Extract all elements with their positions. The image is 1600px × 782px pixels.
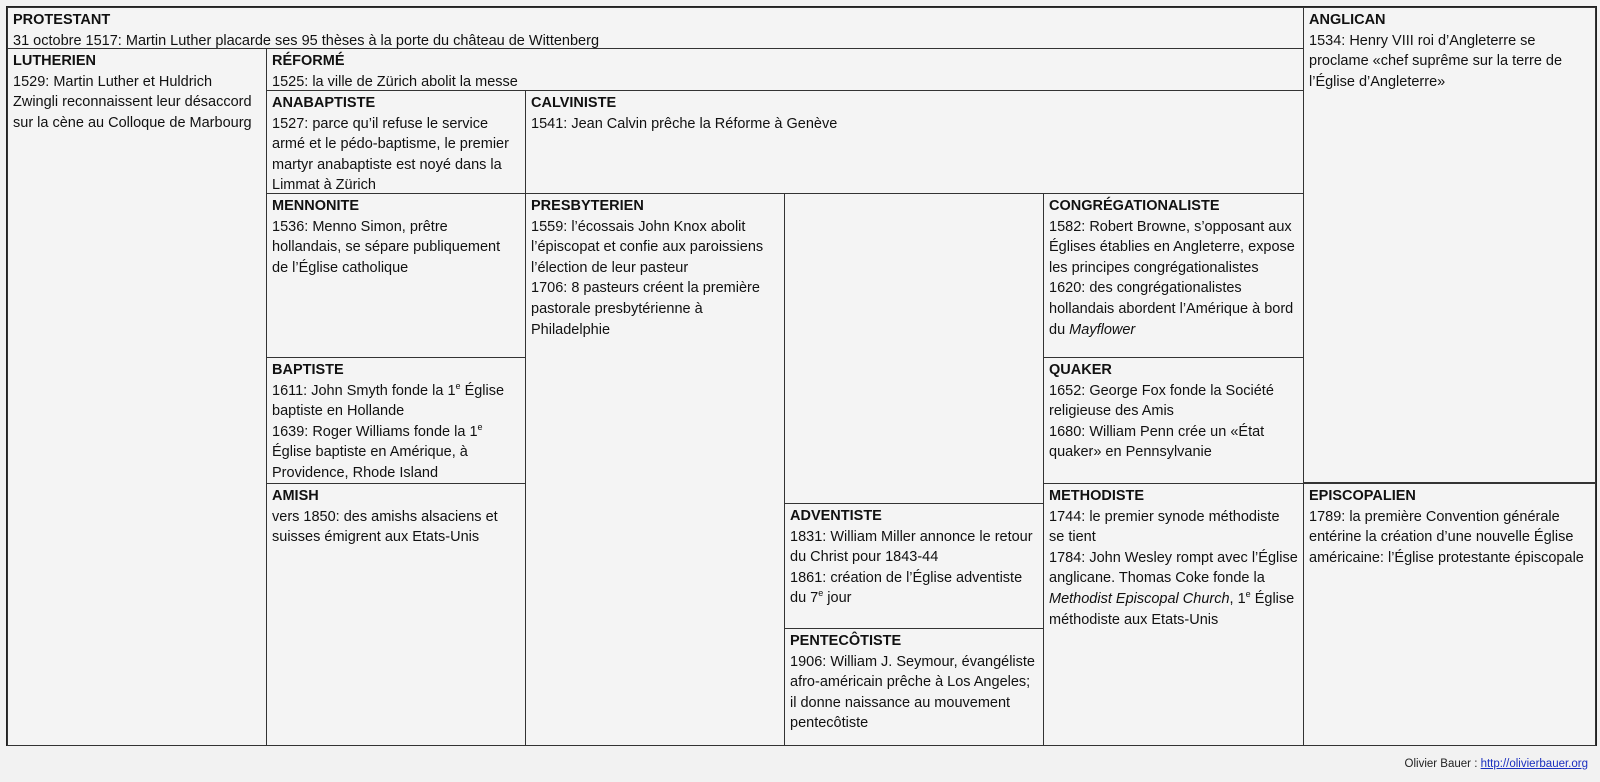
baptiste-text-2b: Église baptiste en Amérique, à Providence, Rhode Island [272,444,468,481]
episcopalien-text: 1789: la première Convention générale entérine la création d’une nouvelle Église américaine: l’Église protestante épiscopale [1309,508,1584,566]
calviniste-title: CALVINISTE [531,95,617,111]
calviniste-text: 1541: Jean Calvin prêche la Réforme à Genève [531,115,838,132]
lutherien-text: 1529: Martin Luther et Huldrich Zwingli reconnaissent leur désaccord sur la cène au Colloque de Marbourg [13,73,252,131]
cell-mennonite [266,193,526,358]
congregationaliste-text-1: 1582: Robert Browne, s’opposant aux Églises établies en Angleterre, expose les principes congrégationalistes [1049,218,1295,276]
baptiste-text-1a: 1611: John Smyth fonde la 1 [272,382,456,399]
pentecotiste-text: 1906: William J. Seymour, évangéliste afro-américain prêche à Los Angeles; il donne naissance au mouvement pentecôtiste [790,653,1035,732]
credit [1405,758,1588,770]
baptiste-text-2 [272,422,520,484]
mayflower-text: Mayflower [1069,321,1136,338]
presbyterien-title: PRESBYTERIEN [531,198,644,214]
methodiste-text-2b: , 1 [1229,590,1246,607]
adventiste-text-1: 1831: William Miller annonce le retour du Christ pour 1843-44 [790,528,1033,566]
anglican-text: 1534: Henry VIII roi d’Angleterre se proclame «chef suprême sur la terre de l’Église d’Angleterre» [1309,32,1563,90]
cell-adventiste [784,503,1044,629]
baptiste-text-1-sup: e [455,380,461,391]
adventiste-text-2a: 1861: création de l’Église adventiste du 7 [790,569,1023,607]
baptiste-title: BAPTISTE [272,362,344,378]
cell-anabaptiste [266,90,526,194]
methodiste-text-2c: Église méthodiste aux Etats-Unis [1049,590,1295,628]
presbyterien-text-1: 1559: l’écossais John Knox abolit l’épiscopat et confie aux paroissiens l’élection de leur pasteur [531,218,764,276]
methodiste-text-2-sup: e [1245,589,1251,600]
cell-baptiste [266,357,526,484]
quaker-title: QUAKER [1049,362,1112,378]
reforme-title: RÉFORMÉ [272,53,345,69]
baptiste-text-1b: Église baptiste en Hollande [272,382,505,420]
cell-presbyterien [525,193,785,746]
protestant-text: 31 octobre 1517: Martin Luther placarde ses 95 thèses à la porte du château de Wittenberg [13,32,600,49]
episcopalien-title: EPISCOPALIEN [1309,488,1416,504]
anglican-title: ANGLICAN [1309,12,1386,28]
denominations-chart [6,6,1597,746]
adventiste-text-2 [790,568,1038,609]
cell-calviniste [525,90,1304,194]
methodist-church-text: Methodist Episcopal Church [1049,590,1230,607]
anabaptiste-title: ANABAPTISTE [272,95,376,111]
cell-lutherien [7,48,267,746]
quaker-text-2: 1680: William Penn crée un «État quaker» en Pennsylvanie [1049,423,1265,461]
cell-methodiste [1043,483,1304,746]
methodiste-title: METHODISTE [1049,488,1145,504]
baptiste-text-1 [272,381,520,422]
presbyterien-text-2: 1706: 8 pasteurs créent la première pastorale presbytérienne à Philadelphie [531,280,760,338]
anabaptiste-text: 1527: parce qu’il refuse le service armé et le pédo-baptisme, le premier martyr anabaptiste est noyé dans la Limmat à Zürich [272,115,509,194]
congregationaliste-title: CONGRÉGATIONALISTE [1049,198,1220,214]
mennonite-title: MENNONITE [272,198,359,214]
reforme-text: 1525: la ville de Zürich abolit la messe [272,73,518,90]
cell-quaker [1043,357,1304,484]
cell-amish [266,483,526,746]
cell-reforme [266,48,1304,91]
protestant-title: PROTESTANT [13,12,111,28]
quaker-text-1: 1652: George Fox fonde la Société religieuse des Amis [1049,382,1274,420]
adventiste-text-2b: jour [823,590,852,607]
cell-episcopalien [1303,483,1596,746]
pentecotiste-title: PENTECÔTISTE [790,633,902,649]
amish-text: vers 1850: des amishs alsaciens et suisses émigrent aux Etats-Unis [272,508,498,546]
methodiste-text-1: 1744: le premier synode méthodiste se tient [1049,508,1280,546]
cell-anglican [1303,7,1596,483]
congregationaliste-text-2a: 1620: des congrégationalistes hollandais abordent l’Amérique à bord du [1049,280,1294,338]
adventiste-title: ADVENTISTE [790,508,882,524]
credit-link[interactable]: http://olivierbauer.org [1480,758,1588,770]
cell-empty [784,193,1044,504]
cell-congregationaliste [1043,193,1304,358]
congregationaliste-text-2 [1049,278,1298,340]
methodiste-text-2 [1049,548,1298,630]
adventiste-text-2-sup: e [818,588,824,599]
mennonite-text: 1536: Menno Simon, prêtre hollandais, se sépare publiquement de l’Église catholique [272,218,501,276]
baptiste-text-2-sup: e [477,421,483,432]
amish-title: AMISH [272,488,319,504]
baptiste-text-2a: 1639: Roger Williams fonde la 1 [272,423,478,440]
cell-pentecotiste [784,628,1044,746]
credit-author: Olivier Bauer : [1404,758,1481,770]
cell-protestant [7,7,1304,49]
methodiste-text-2a: 1784: John Wesley rompt avec l’Église anglicane. Thomas Coke fonde la [1049,549,1298,587]
lutherien-title: LUTHERIEN [13,53,96,69]
